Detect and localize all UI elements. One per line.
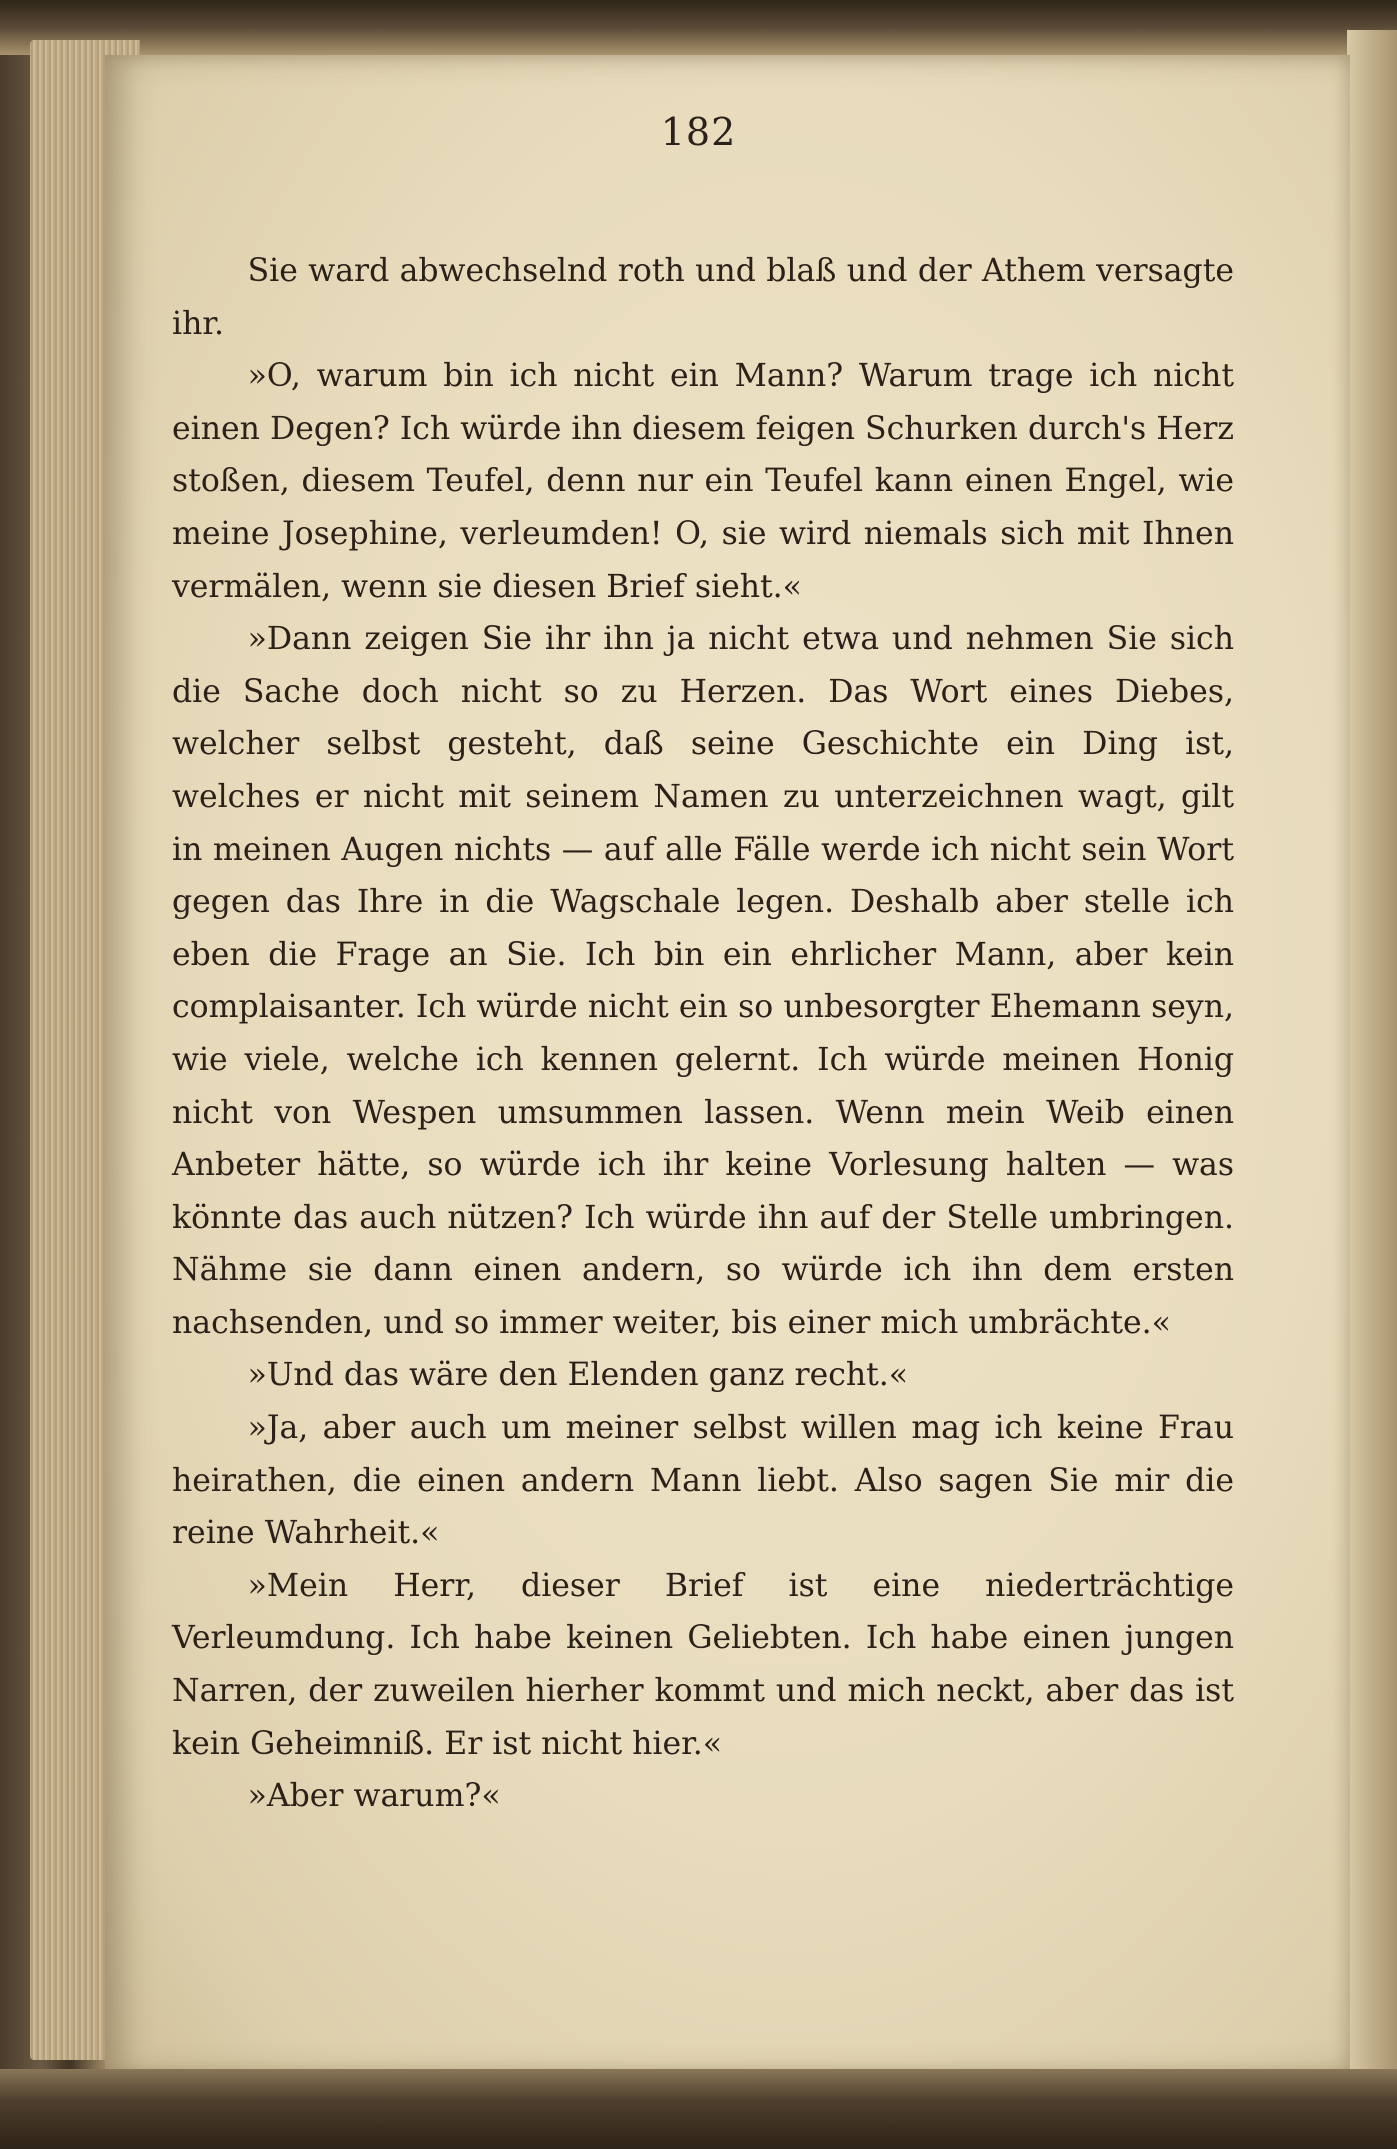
book-top-edge bbox=[0, 0, 1397, 55]
paragraph: »Dann zeigen Sie ihr ihn ja nicht etwa und nehmen Sie sich die Sache doch nicht so zu Herzen. Das Wort eines Diebes, welcher selbst gesteht, daß seine Geschichte ein Ding ist, welches er nicht mit seinem Namen zu unterzeichnen wagt, gilt in meinen Augen nichts — auf alle Fälle werde ich nicht sein Wort gegen das Ihre in die Wagschale legen. Deshalb aber stelle ich eben die Frage an Sie. Ich bin ein ehrlicher Mann, aber kein complaisanter. Ich würde nicht ein so unbesorgter Ehemann seyn, wie viele, welche ich kennen gelernt. Ich würde meinen Honig nicht von Wespen umsummen lassen. Wenn mein Weib einen Anbeter hätte, so würde ich ihr keine Vorlesung halten — was könnte das auch nützen? Ich würde ihn auf der Stelle umbringen. Nähme sie dann einen andern, so würde ich ihn dem ersten nachsenden, und so immer weiter, bis einer mich umbrächte.« bbox=[172, 621, 1234, 1341]
paragraph: »O, warum bin ich nicht ein Mann? Warum trage ich nicht einen Degen? Ich würde ihn diesem feigen Schurken durch's Herz stoßen, diesem Teufel, denn nur ein Teufel kann einen Engel, wie meine Josephine, verleumden! O, sie wird niemals sich mit Ihnen vermälen, wenn sie diesen Brief sieht.« bbox=[172, 358, 1234, 605]
facing-page-edge bbox=[1347, 30, 1397, 2110]
paragraph: »Mein Herr, dieser Brief ist eine niederträchtige Verleumdung. Ich habe keinen Geliebten. Ich habe einen jungen Narren, der zuweilen hierher kommt und mich neckt, aber das ist kein Geheimniß. Er ist nicht hier.« bbox=[172, 1567, 1234, 1762]
paragraph: Sie ward abwechselnd roth und blaß und der Athem versagte ihr. bbox=[172, 253, 1234, 342]
body-text bbox=[172, 245, 1234, 1823]
page-number: 182 bbox=[660, 110, 737, 154]
book-bottom-edge bbox=[0, 2069, 1397, 2149]
paragraph: »Und das wäre den Elenden ganz recht.« bbox=[247, 1357, 909, 1394]
paragraph: »Ja, aber auch um meiner selbst willen mag ich keine Frau heirathen, die einen andern Mann liebt. Also sagen Sie mir die reine Wahrheit.« bbox=[172, 1410, 1234, 1552]
paragraph: »Aber warum?« bbox=[247, 1778, 501, 1815]
